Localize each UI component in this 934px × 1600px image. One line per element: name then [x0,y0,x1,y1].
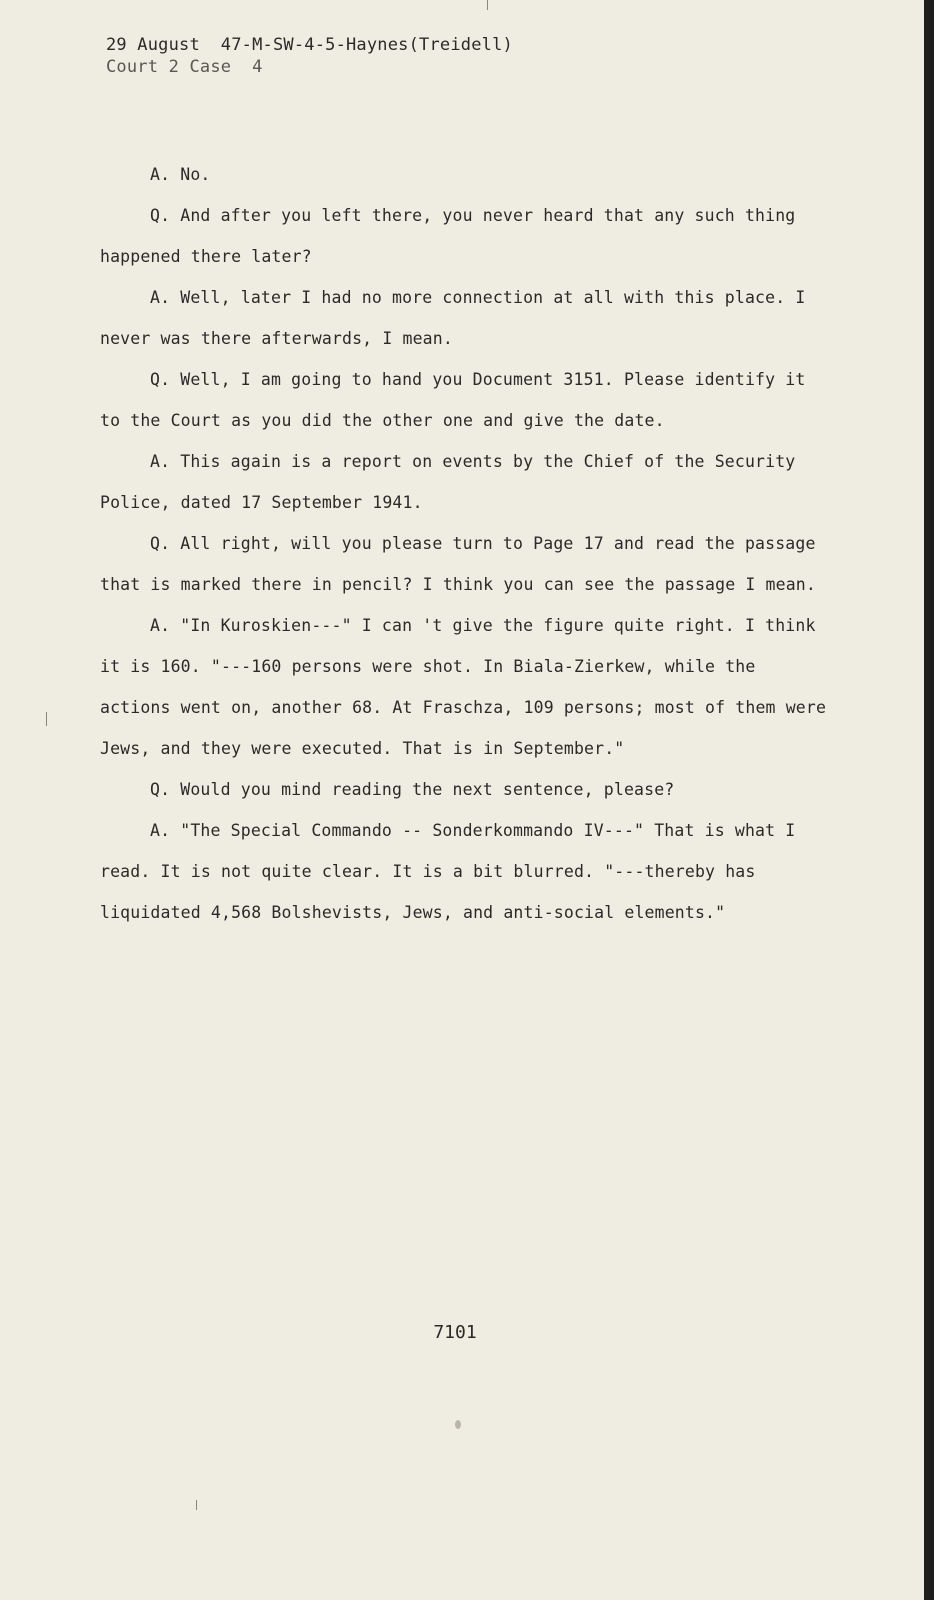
transcript-paragraph: A. This again is a report on events by the Chief of the Security Police, dated 17 September 1941. [100,452,796,512]
transcript-paragraph: A. "In Kuroskien---" I can 't give the figure quite right. I think it is 160. "---160 persons were shot. In Biala-Zierkew, while the actions went on, another 68. At Fraschza, 109 persons; most of them were Jews, and they were executed. That is in September." [100,616,827,758]
document-header [106,34,513,78]
transcript-paragraph: Q. All right, will you please turn to Page 17 and read the passage that is marked there in pencil? I think you can see the passage I mean. [100,534,816,594]
header-date-reference: 29 August 47-M-SW-4-5-Haynes(Treidell) [106,35,513,55]
paper-mark [46,712,47,726]
transcript-paragraph: Q. Would you mind reading the next sentence, please? [150,780,675,799]
transcript-body [100,154,830,933]
transcript-paragraph: Q. Well, I am going to hand you Document 3151. Please identify it to the Court as you did the other one and give the date. [100,370,806,430]
scan-border [924,0,934,1600]
paper-mark [196,1500,197,1510]
header-court-case: Court 2 Case 4 [106,57,263,77]
paper-mark [487,0,488,10]
transcript-paragraph: A. "The Special Commando -- Sonderkommando IV---" That is what I read. It is not quite clear. It is a bit blurred. "---thereby has liquidated 4,568 Bolshevists, Jews, and anti-social elements." [100,821,796,922]
transcript-paragraph: Q. And after you left there, you never heard that any such thing happened there later? [100,206,796,266]
transcript-paragraph: A. No. [150,165,211,184]
transcript-paragraph: A. Well, later I had no more connection at all with this place. I never was there afterwards, I mean. [100,288,806,348]
page-number: 7101 [433,1322,477,1343]
paper-speck [455,1420,461,1429]
